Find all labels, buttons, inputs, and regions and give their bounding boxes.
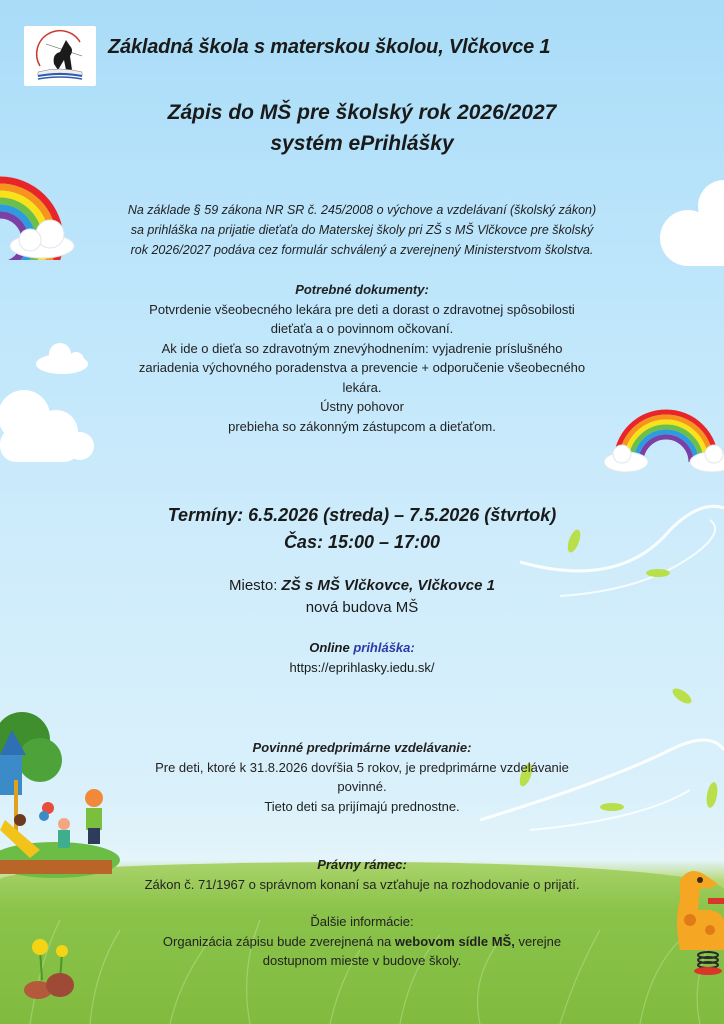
documents-line: zariadenia výchovného poradenstva a prevencie + odporučenie všeobecného bbox=[138, 360, 586, 375]
intro-line: Na základe § 59 zákona NR SR č. 245/2008 o výchove a vzdelávaní (školský zákon) bbox=[127, 203, 597, 217]
place-section bbox=[0, 575, 724, 619]
online-url-link[interactable]: https://eprihlasky.iedu.sk/ bbox=[289, 660, 435, 675]
more-info-text: Organizácia zápisu bude zverejnená na bbox=[162, 933, 395, 949]
mandatory-line: Tieto deti sa prijímajú prednostne. bbox=[264, 798, 460, 814]
more-info-bold: webovom sídle MŠ, bbox=[394, 933, 515, 949]
documents-line: dieťaťa a o povinnom očkovaní. bbox=[270, 321, 454, 336]
page-title-line2: systém ePrihlášky bbox=[270, 132, 454, 155]
online-application-section bbox=[0, 638, 724, 678]
more-info-line2: dostupnom mieste v budove školy. bbox=[262, 953, 462, 968]
more-info-heading: Ďalšie informácie: bbox=[310, 914, 414, 929]
online-label: Online bbox=[309, 640, 354, 655]
documents-heading: Potrebné dokumenty: bbox=[295, 282, 429, 297]
more-info-section bbox=[0, 912, 724, 971]
school-name-heading: Základná škola s materskou školou, Vlčkovce 1 bbox=[108, 36, 551, 58]
intro-paragraph bbox=[0, 200, 724, 260]
mandatory-education-section bbox=[0, 738, 724, 816]
schedule-time: Čas: 15:00 – 17:00 bbox=[283, 532, 441, 552]
documents-line: prebieha so zákonným zástupcom a dieťaťom. bbox=[228, 418, 496, 434]
intro-line: rok 2026/2027 podáva cez formulár schválený a zverejnený Ministerstvom školstva. bbox=[130, 243, 594, 257]
page-title-line1: Zápis do MŠ pre školský rok 2026/2027 bbox=[167, 101, 557, 124]
legal-framework-section bbox=[0, 855, 724, 894]
documents-line: Ak ide o dieťa so zdravotným znevýhodnením: vyjadrenie príslušného bbox=[161, 340, 563, 356]
wolf-book-logo-icon bbox=[24, 26, 96, 86]
school-logo bbox=[24, 26, 96, 86]
place-building: nová budova MŠ bbox=[305, 599, 419, 616]
place-value: ZŠ s MŠ Vlčkovce, Vlčkovce 1 bbox=[281, 577, 495, 594]
legal-heading: Právny rámec: bbox=[317, 857, 407, 872]
mandatory-line: Pre deti, ktoré k 31.8.2026 dovŕšia 5 rokov, je predprimárne vzdelávanie bbox=[155, 759, 569, 775]
schedule-section bbox=[0, 502, 724, 556]
documents-line: Potvrdenie všeobecného lekára pre deti a dorast o zdravotnej spôsobilosti bbox=[149, 301, 575, 317]
documents-section bbox=[0, 280, 724, 436]
place-label: Miesto: bbox=[229, 577, 282, 594]
online-label-accent: prihláška: bbox=[353, 640, 415, 655]
mandatory-line: povinné. bbox=[337, 779, 387, 794]
documents-line: lekára. bbox=[342, 379, 382, 395]
intro-line: sa prihláška na prijatie dieťaťa do Materskej školy pri ZŠ s MŠ Vlčkovce pre školský bbox=[130, 223, 594, 237]
leaf-icon bbox=[670, 686, 694, 706]
more-info-text: verejne bbox=[514, 933, 562, 949]
mandatory-heading: Povinné predprimárne vzdelávanie: bbox=[252, 740, 472, 755]
schedule-dates: Termíny: 6.5.2026 (streda) – 7.5.2026 (štvrtok) bbox=[167, 505, 557, 525]
documents-line: Ústny pohovor bbox=[320, 399, 404, 414]
legal-text: Zákon č. 71/1967 o správnom konaní sa vzťahuje na rozhodovanie o prijatí. bbox=[144, 876, 580, 892]
